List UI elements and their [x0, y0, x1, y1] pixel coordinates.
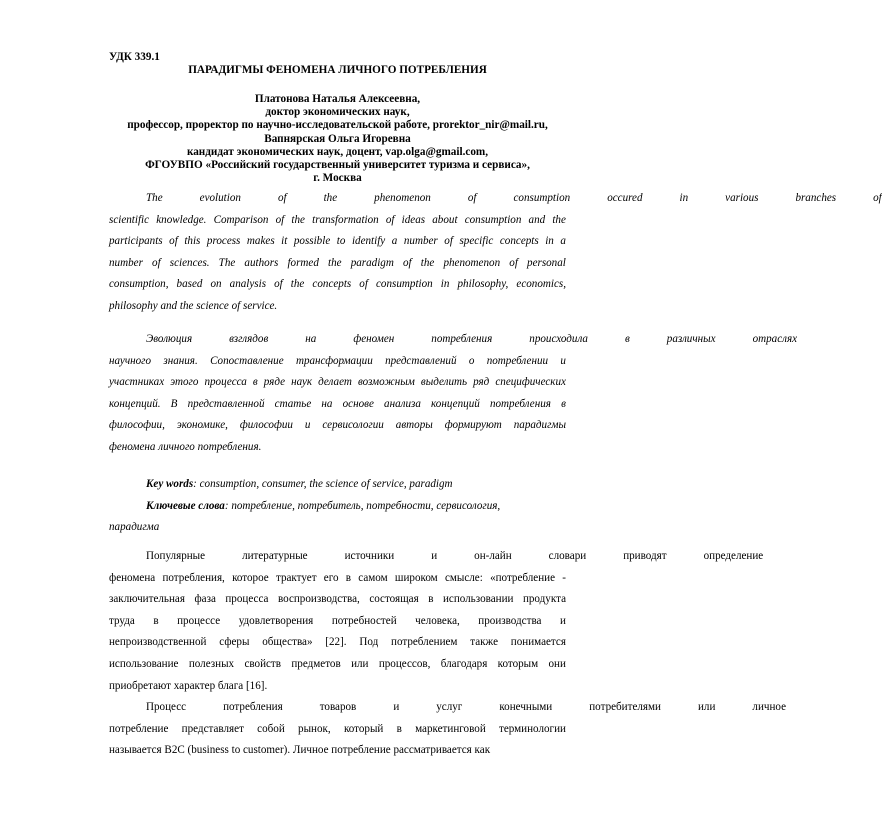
body-paragraph-1 [109, 546, 764, 697]
author-line: Платонова Наталья Алексеевна, [254, 93, 421, 105]
keywords-ru-label: Ключевые слова [146, 499, 225, 512]
text-line: consumption, based on analysis of the concepts of consumption in philosophy, economics, [109, 278, 566, 291]
author-line: кандидат экономических наук, доцент, vap.olga@gmail.com, [186, 145, 489, 158]
text-line: философии, экономике, философии и сервисологии авторы формируют парадигмы [109, 419, 566, 432]
text-line: заключительная фаза процесса воспроизводства, состоящая в использовании продукта [109, 593, 566, 606]
text-line: участниках этого процесса в ряде наук делает возможным выделить ряд специфических [109, 376, 566, 389]
text-line: The evolution of the phenomenon of consumption occured in various branches of [146, 192, 882, 204]
keywords-en-text: : consumption, consumer, the science of service, paradigm [193, 478, 453, 490]
keywords-en-label: Key words [146, 478, 194, 490]
abstract-en [109, 188, 882, 318]
keywords [109, 474, 566, 539]
text-line: труда в процессе удовлетворения потребностей человека, производства и [109, 614, 566, 627]
text-line: называется B2C (business to customer). Личное потребление рассматривается как [109, 744, 491, 757]
text-line: феномена личного потребления. [109, 440, 262, 453]
keywords-ru [109, 496, 566, 518]
text-line: number of sciences. The authors formed the paradigm of the phenomenon of personal [109, 256, 566, 269]
text-line: научного знания. Сопоставление трансформации представлений о потреблении и [109, 354, 566, 367]
text-line: Эволюция взглядов на феномен потребления происходила в различных отраслях [146, 333, 798, 345]
text-line: непроизводственной сферы общества» [22]. Под потреблением также понимается [109, 636, 566, 649]
keywords-ru-text: : потребление, потребитель, потребности, сервисология, [224, 499, 501, 512]
text-line: потребление представляет собой рынок, который в маркетинговой терминологии [109, 722, 566, 735]
text-line: participants of this process makes it possible to identify a number of specific concepts in a [109, 235, 566, 248]
author-block [109, 93, 566, 185]
keywords-en [109, 474, 566, 496]
body-paragraph-2 [109, 697, 787, 762]
text-line: концепций. В представленной статье на основе анализа концепций потребления в [109, 397, 566, 410]
text-line: philosophy and the science of service. [109, 299, 278, 312]
keywords-ru-cont: парадигма [109, 521, 160, 534]
text-line: приобретают характер блага [16]. [109, 679, 268, 692]
author-line: доктор экономических наук, [265, 106, 410, 119]
abstract-ru [109, 329, 798, 459]
text-line: Процесс потребления товаров и услуг конечными потребителями или личное [146, 701, 787, 713]
text-line: Популярные литературные источники и он-лайн словари приводят определение [146, 550, 764, 562]
udk-code: УДК 339.1 [109, 51, 160, 63]
author-line: профессор, проректор по научно-исследовательской работе, prorektor_nir@mail.ru, [127, 119, 548, 132]
author-line: г. Москва [313, 172, 362, 185]
author-line: Вапнярская Ольга Игоревна [264, 132, 411, 145]
text-line: scientific knowledge. Comparison of the transformation of ideas about consumption and the [109, 213, 566, 226]
text-line: феномена потребления, которое трактует его в самом широком смысле: «потребление - [109, 571, 566, 584]
text-line: использование полезных свойств предметов или процессов, благодаря которым они [109, 657, 566, 670]
author-line: ФГОУВПО «Российский государственный университет туризма и сервиса», [145, 159, 530, 172]
paper-title: ПАРАДИГМЫ ФЕНОМЕНА ЛИЧНОГО ПОТРЕБЛЕНИЯ [188, 64, 487, 76]
